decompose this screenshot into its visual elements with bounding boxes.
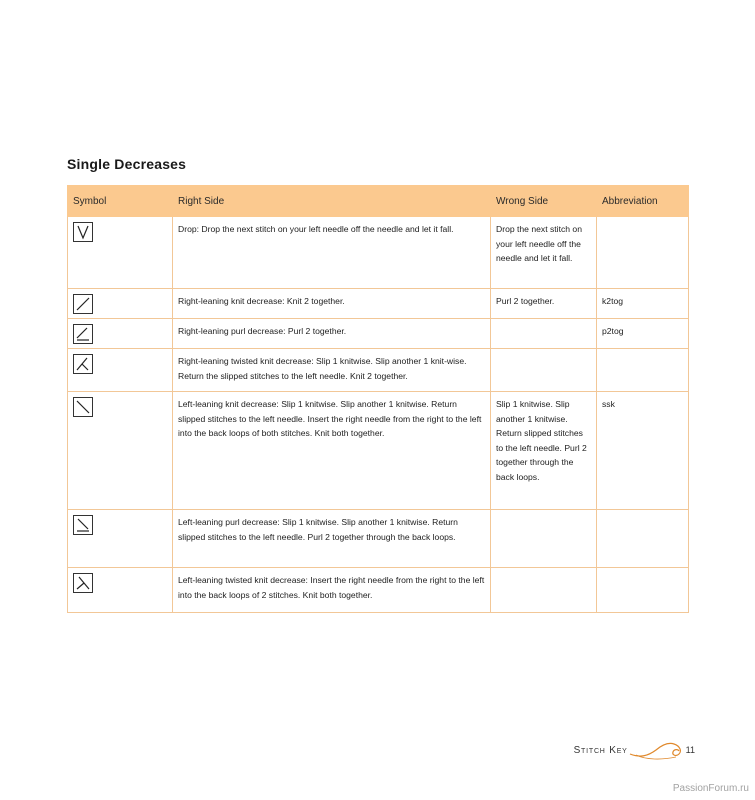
right-side-cell: Right-leaning purl decrease: Purl 2 together. [173, 319, 491, 349]
wrong-side-cell [491, 349, 597, 392]
table-row [68, 392, 689, 510]
header-right-side: Right Side [173, 186, 491, 217]
right-side-cell: Left-leaning knit decrease: Slip 1 knitwise. Slip another 1 knitwise. Return slipped stitches to the left needle. Insert the right needle from the right to the left into the back loops of both stitches. Knit both together. [173, 392, 491, 510]
right-leaning-knit-decrease-icon [73, 294, 93, 314]
left-leaning-twisted-knit-decrease-icon [73, 573, 93, 593]
page-number: 11 [685, 745, 695, 755]
symbol-cell [68, 217, 173, 289]
section-title: Single Decreases [67, 156, 187, 172]
right-side-cell: Left-leaning purl decrease: Slip 1 knitwise. Slip another 1 knitwise. Return slipped stitches to the left needle. Purl 2 together through the back loops. [173, 510, 491, 568]
left-leaning-knit-decrease-icon [73, 397, 93, 417]
right-side-cell: Left-leaning twisted knit decrease: Insert the right needle from the right to the left into the back loops of 2 stitches. Knit both together. [173, 568, 491, 613]
wrong-side-cell: Slip 1 knitwise. Slip another 1 knitwise. Return slipped stitches to the left needle. Purl 2 together through the back loops. [491, 392, 597, 510]
table-row [68, 319, 689, 349]
table-row [68, 568, 689, 613]
abbreviation-cell [597, 217, 689, 289]
symbol-cell [68, 510, 173, 568]
wrong-side-cell [491, 319, 597, 349]
abbreviation-cell [597, 510, 689, 568]
wrong-side-cell: Drop the next stitch on your left needle off the needle and let it fall. [491, 217, 597, 289]
drop-symbol-icon [73, 222, 93, 242]
symbol-cell [68, 392, 173, 510]
table-row [68, 510, 689, 568]
header-abbreviation: Abbreviation [597, 186, 689, 217]
abbreviation-cell: k2tog [597, 289, 689, 319]
table-row [68, 289, 689, 319]
table-header-row [68, 186, 689, 217]
header-symbol: Symbol [68, 186, 173, 217]
wrong-side-cell [491, 568, 597, 613]
symbol-cell [68, 319, 173, 349]
abbreviation-cell [597, 349, 689, 392]
right-leaning-purl-decrease-icon [73, 324, 93, 344]
page-footer [574, 738, 695, 762]
symbol-cell [68, 568, 173, 613]
stitch-key-table [67, 185, 689, 613]
wrong-side-cell [491, 510, 597, 568]
abbreviation-cell: ssk [597, 392, 689, 510]
abbreviation-cell: p2tog [597, 319, 689, 349]
symbol-cell [68, 289, 173, 319]
right-leaning-twisted-knit-decrease-icon [73, 354, 93, 374]
right-side-cell: Right-leaning twisted knit decrease: Slip 1 knitwise. Slip another 1 knit-wise. Return the slipped stitches to the left needle. Knit 2 together. [173, 349, 491, 392]
watermark: PassionForum.ru [672, 783, 749, 794]
footer-section-label: Stitch Key [573, 744, 628, 756]
left-leaning-purl-decrease-icon [73, 515, 93, 535]
symbol-cell [68, 349, 173, 392]
wrong-side-cell: Purl 2 together. [491, 289, 597, 319]
swirl-ornament-icon [628, 738, 688, 762]
right-side-cell: Drop: Drop the next stitch on your left needle off the needle and let it fall. [173, 217, 491, 289]
right-side-cell: Right-leaning knit decrease: Knit 2 together. [173, 289, 491, 319]
table-row [68, 217, 689, 289]
table-row [68, 349, 689, 392]
abbreviation-cell [597, 568, 689, 613]
header-wrong-side: Wrong Side [491, 186, 597, 217]
